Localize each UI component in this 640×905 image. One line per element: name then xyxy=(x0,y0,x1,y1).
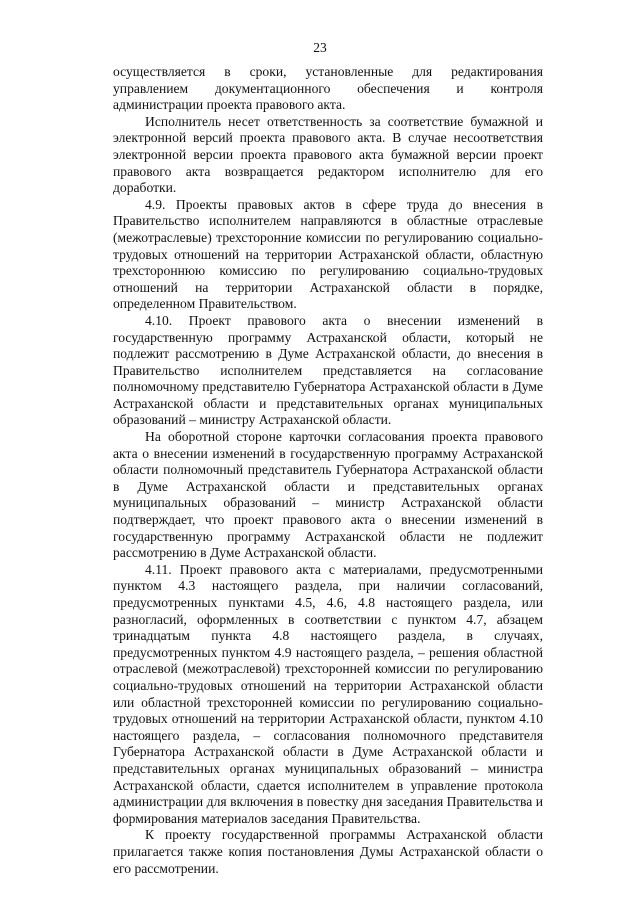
paragraph-attachment: К проекту государственной программы Астраханской области прилагается также копия постановления Думы Астраханской области о его рассмотрении. xyxy=(113,827,543,876)
paragraph-executor-responsibility: Исполнитель несет ответственность за соответствие бумажной и электронной версий проекта правового акта. В случае несоответствия электронной версии проекта правового акта бумажной версии проект правового акта возвращается редактором исполнителю для его доработки. xyxy=(113,113,543,196)
paragraph-4-11: 4.11. Проект правового акта с материалами, предусмотренными пунктом 4.3 настоящего раздела, при наличии согласований, предусмотренных пунктами 4.5, 4.6, 4.8 настоящего раздела, или разногласий, оформленных в соответствии с пунктом 4.7, абзацем тринадцатым пункта 4.8 настоящего раздела, в случаях, предусмотренных пунктом 4.9 настоящего раздела, – решения областной отраслевой (межотраслевой) трехсторонней комиссии по регулированию социально-трудовых отношений на территории Астраханской области или областной трехсторонней комиссии по регулированию социально-трудовых отношений на территории Астраханской области, пунктом 4.10 настоящего раздела, – согласования полномочного представителя Губернатора Астраханской области в Думе Астраханской области и представительных органах муниципальных образований – министра Астраханской области, сдается исполнителем в управление протокола администрации для включения в повестку дня заседания Правительства и формирования материалов заседания Правительства. xyxy=(113,561,543,826)
page-body xyxy=(113,64,543,877)
page-number: 23 xyxy=(313,40,327,55)
paragraph-continuation: осуществляется в сроки, установленные для редактирования управлением документационного обеспечения и контроля администрации проекта правового акта. xyxy=(113,64,543,113)
paragraph-approval-card: На оборотной стороне карточки согласования проекта правового акта о внесении изменений в государственную программу Астраханской области полномочный представитель Губернатора Астраханской области в Думе Астраханской области и представительных органах муниципальных образований – министр Астраханской области подтверждает, что проект правового акта о внесении изменений в государственную программу Астраханской области не подлежит рассмотрению в Думе Астраханской области. xyxy=(113,429,543,561)
paragraph-4-10: 4.10. Проект правового акта о внесении изменений в государственную программу Астраханской области, который не подлежит рассмотрению в Думе Астраханской области, до внесения в Правительство исполнителем представляется на согласование полномочному представителю Губернатора Астраханской области в Думе Астраханской области и представительных органах муниципальных образований – министру Астраханской области. xyxy=(113,312,543,428)
paragraph-4-9: 4.9. Проекты правовых актов в сфере труда до внесения в Правительство исполнителем направляются в областные отраслевые (межотраслевые) трехсторонние комиссии по регулированию социально-трудовых отношений на территории Астраханской области, областную трехстороннюю комиссию по регулированию социально-трудовых отношений на территории Астраханской области в порядке, определенном Правительством. xyxy=(113,196,543,312)
